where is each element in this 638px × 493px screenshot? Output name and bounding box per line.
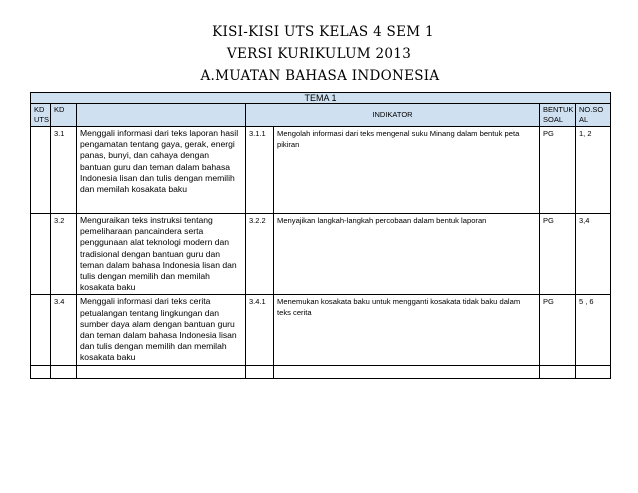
tema-label: TEMA 1: [31, 93, 611, 104]
indikator-number: 3.4.1: [246, 295, 274, 365]
kd-uts-cell: [31, 214, 51, 295]
table-row: [31, 127, 611, 214]
kd-number: 3.1: [51, 127, 77, 214]
tema-row: [31, 93, 611, 104]
empty-cell: [540, 365, 576, 378]
document-title-block: [0, 21, 638, 87]
header-indikator: INDIKATOR: [246, 104, 540, 127]
indikator-description: Menemukan kosakata baku untuk mengganti kosakata tidak baku dalam teks cerita: [274, 295, 540, 365]
kd-number: 3.4: [51, 295, 77, 365]
header-bentuk-soal: BENTUK SOAL: [540, 104, 576, 127]
table-row: [31, 295, 611, 365]
empty-cell: [31, 365, 51, 378]
kd-number: 3.2: [51, 214, 77, 295]
no-soal-value: 3,4: [576, 214, 611, 295]
kd-uts-cell: [31, 127, 51, 214]
header-kd-blank: [77, 104, 246, 127]
title-line-3: A.MUATAN BAHASA INDONESIA: [200, 68, 440, 84]
title-line-1: KISI-KISI UTS KELAS 4 SEM 1: [212, 24, 434, 40]
kd-description: Menguraikan teks instruksi tentang pemeliharaan pancaindera serta penggunaan alat teknologi modern dan tradisional dengan bantuan guru dan teman dalam bahasa Indonesia lisan dan tulis dengan memilih dan memilah kosakata baku: [77, 214, 246, 295]
empty-cell: [51, 365, 77, 378]
header-no-soal: NO.SO AL: [576, 104, 611, 127]
empty-cell: [576, 365, 611, 378]
indikator-number: 3.2.2: [246, 214, 274, 295]
no-soal-value: 1, 2: [576, 127, 611, 214]
title-line-2: VERSI KURIKULUM 2013: [226, 46, 412, 62]
bentuk-soal-value: PG: [540, 214, 576, 295]
empty-cell: [274, 365, 540, 378]
no-soal-value: 5 , 6: [576, 295, 611, 365]
indikator-description: Menyajikan langkah-langkah percobaan dalam bentuk laporan: [274, 214, 540, 295]
table-row: [31, 214, 611, 295]
empty-cell: [246, 365, 274, 378]
bentuk-soal-value: PG: [540, 127, 576, 214]
kd-uts-cell: [31, 295, 51, 365]
kd-description: Menggali informasi dari teks laporan hasil pengamatan tentang gaya, gerak, energi panas, bunyi, dan cahaya dengan bantuan guru dan teman dalam bahasa Indonesia lisan dan tulis dengan memilih dan memilah kosakata baku: [77, 127, 246, 214]
header-kd: KD: [51, 104, 77, 127]
indikator-description: Mengolah informasi dari teks mengenal suku Minang dalam bentuk peta pikiran: [274, 127, 540, 214]
indikator-number: 3.1.1: [246, 127, 274, 214]
header-row: [31, 104, 611, 127]
empty-row: [31, 365, 611, 378]
kd-description: Menggali informasi dari teks cerita petualangan tentang lingkungan dan sumber daya alam dengan bantuan guru dan teman dalam bahasa Indonesia lisan dan tulis dengan memilih dan memilah kosakata baku: [77, 295, 246, 365]
bentuk-soal-value: PG: [540, 295, 576, 365]
empty-cell: [77, 365, 246, 378]
header-kd-uts: KD UTS: [31, 104, 51, 127]
kisi-kisi-table: [30, 92, 611, 379]
